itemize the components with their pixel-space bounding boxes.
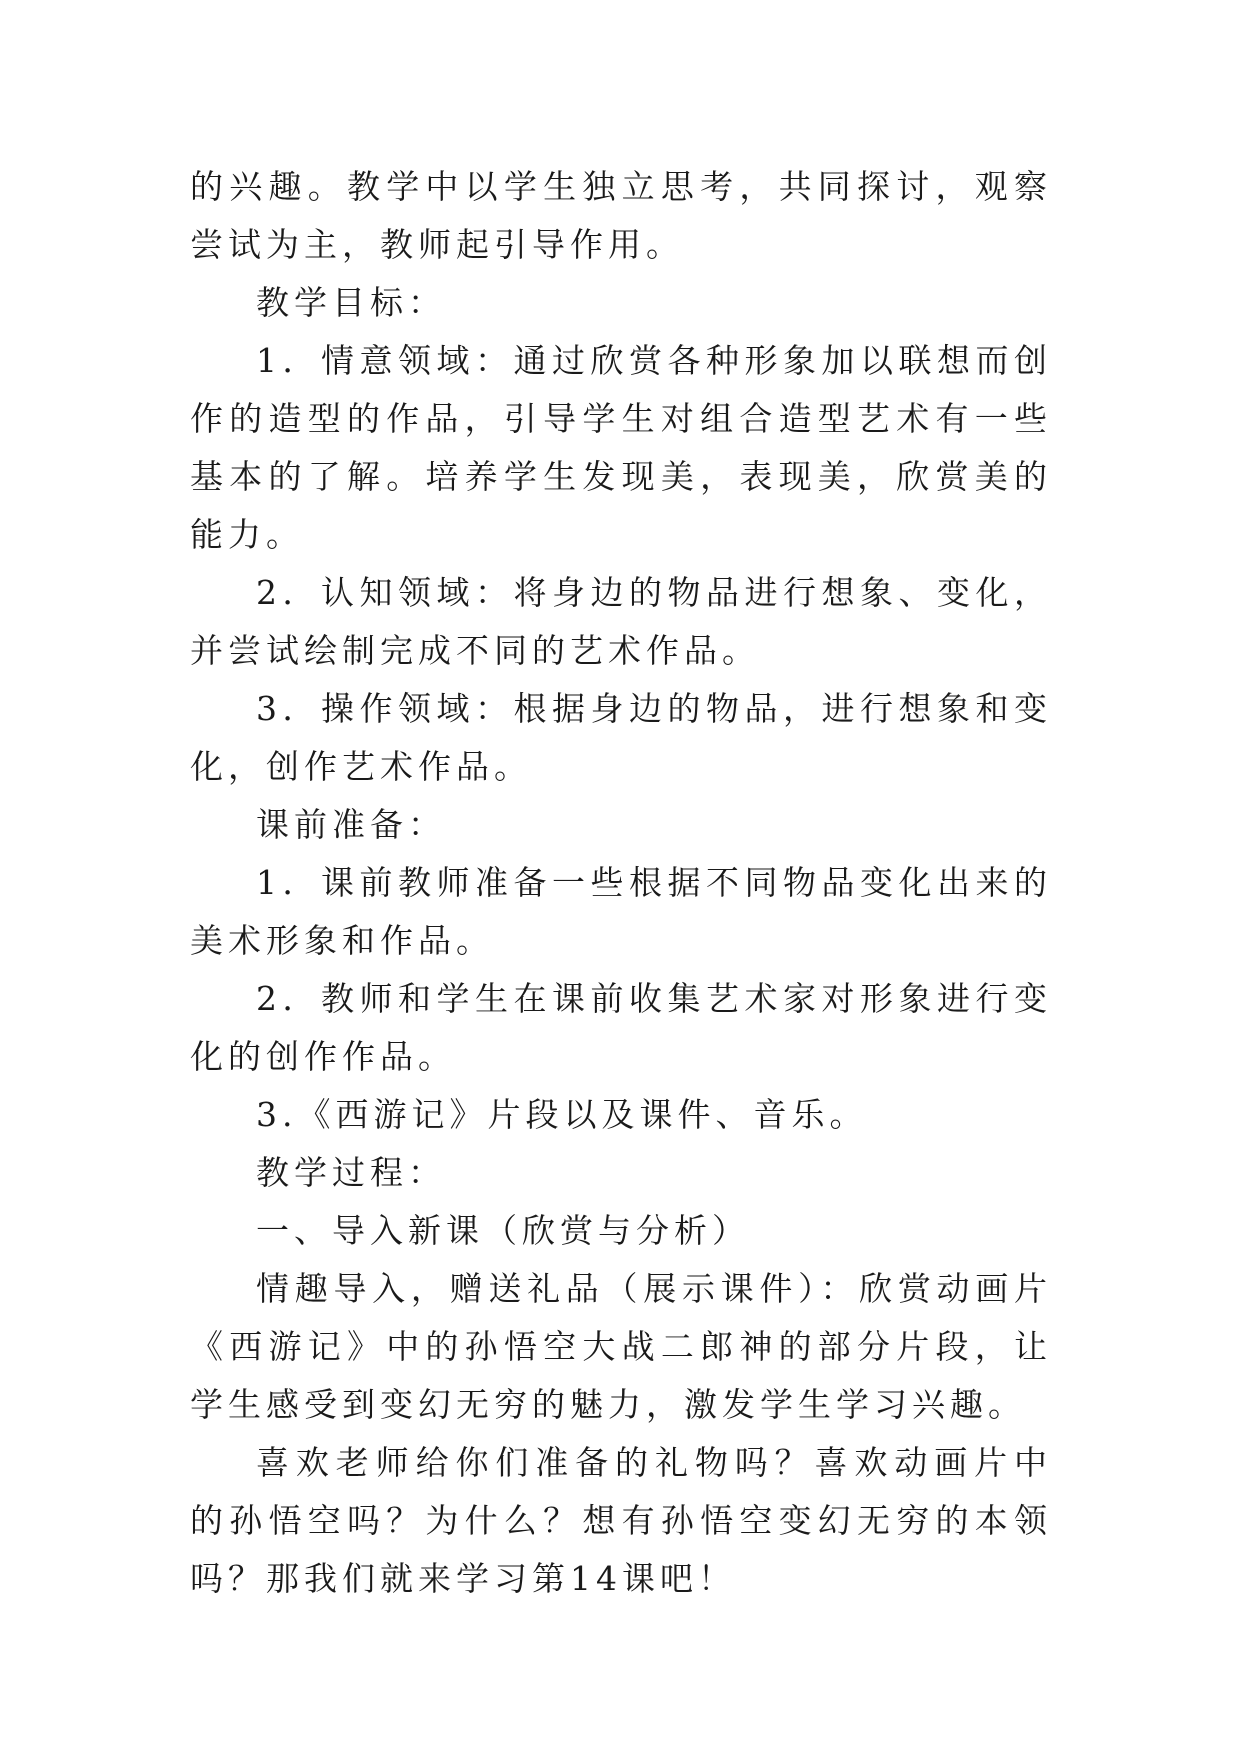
heading-teaching-goals: 教学目标： <box>256 283 446 322</box>
preparation-item-3: 3.《西游记》片段以及课件、音乐。 <box>256 1095 868 1134</box>
heading-preparation: 课前准备： <box>256 805 446 844</box>
goal-item-1: 1．情意领域：通过欣赏各种形象加以联想而创作的造型的作品，引导学生对组合造型艺术有一些基本的了解。培养学生发现美，表现美，欣赏美的能力。 <box>190 341 1052 554</box>
goal-item-2: 2．认知领域：将身边的物品进行想象、变化，并尝试绘制完成不同的艺术作品。 <box>190 573 1052 670</box>
preparation-item-2: 2．教师和学生在课前收集艺术家对形象进行变化的创作作品。 <box>190 979 1052 1076</box>
question-paragraph: 喜欢老师给你们准备的礼物吗？喜欢动画片中的孙悟空吗？为什么？想有孙悟空变幻无穷的本领吗？那我们就来学习第14课吧！ <box>190 1443 1052 1598</box>
section-heading-introduction: 一、导入新课（欣赏与分析） <box>256 1211 750 1250</box>
heading-teaching-process: 教学过程： <box>256 1153 446 1192</box>
paragraph-continuation: 的兴趣。教学中以学生独立思考，共同探讨，观察尝试为主，教师起引导作用。 <box>190 167 1052 264</box>
document-page <box>190 158 1052 1608</box>
preparation-item-1: 1．课前教师准备一些根据不同物品变化出来的美术形象和作品。 <box>190 863 1052 960</box>
goal-item-3: 3．操作领域：根据身边的物品，进行想象和变化，创作艺术作品。 <box>190 689 1052 786</box>
introduction-paragraph: 情趣导入，赠送礼品（展示课件）：欣赏动画片《西游记》中的孙悟空大战二郎神的部分片段，让学生感受到变幻无穷的魅力，激发学生学习兴趣。 <box>190 1269 1052 1424</box>
